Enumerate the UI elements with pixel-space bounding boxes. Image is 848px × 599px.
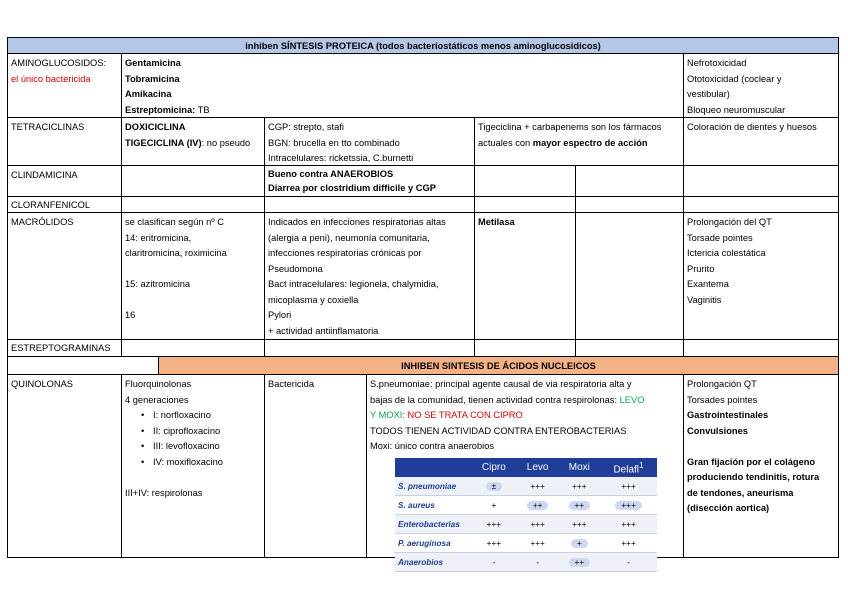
tetra-note-2-bold: mayor espectro de acción	[532, 137, 648, 148]
clindamicina-empty-3	[576, 166, 684, 197]
cloranfenicol-empty-5	[684, 197, 839, 213]
quino-gen-1: • I: norfloxacino	[153, 408, 261, 424]
macro-class-6: 16	[125, 310, 136, 320]
macro-eff-0: Prolongación del QT	[687, 217, 772, 227]
clinda-line-1: Bueno contra ANAEROBIOS	[268, 169, 394, 179]
drug-estreptomicina	[125, 103, 680, 119]
aminoglucosidos-effects-cell	[684, 54, 839, 118]
estreptomicina-rest: TB	[195, 104, 210, 115]
tetra-note-1: Tigeciclina + carbapenems son los fármacos	[478, 122, 662, 132]
mini-cell: +++	[559, 515, 601, 534]
quino-desc-3-green: Y MOXI	[370, 410, 403, 420]
quino-eff-0: Prolongación QT	[687, 379, 757, 389]
header-sintesis-proteica: inhiben SÍNTESIS PROTEICA (todos bacteriostáticos menos aminoglucosidicos)	[8, 38, 839, 54]
macro-ind-1: (alergia a peni), neumonía comunitaria,	[268, 232, 430, 243]
drug-gentamicina: Gentamicina	[125, 58, 181, 68]
macro-class-2: claritromicina, roximicina	[125, 248, 227, 258]
effect-oto: Ototoxicidad (coclear y	[687, 73, 782, 84]
quino-desc-3-red: : NO SE TRATA CON CIPRO	[402, 410, 523, 420]
mini-cell: +	[471, 496, 517, 515]
quinolonas-effects-cell	[684, 375, 839, 558]
macrolidos-effects-cell	[684, 213, 839, 340]
mini-cell-value: ++	[569, 501, 591, 510]
quino-gen-2: • II: ciprofloxacino	[153, 424, 261, 440]
quino-eff-7: (disección aortica)	[687, 503, 770, 513]
mini-header-delafl-sup: 1	[639, 459, 644, 470]
mini-cell	[600, 496, 657, 515]
quino-desc-2-plain: bajas de la comunidad, tienen actividad contra respirolonas:	[370, 394, 620, 405]
clinda-line-2: Diarrea por clostridium difficile y CGP	[268, 182, 436, 193]
tetraciclinas-drugs-cell	[122, 118, 265, 166]
mini-cell-value: ±	[486, 482, 503, 491]
macro-class-1: 14: eritromicina,	[125, 232, 192, 243]
aminoglucosidos-name: AMINOGLUCOSIDOS:	[11, 58, 107, 68]
macrolidos-class-cell	[122, 213, 265, 340]
mini-header-delafl-text: Delafl	[613, 464, 640, 476]
table-row	[395, 515, 657, 534]
macro-ind-0: Indicados en infecciones respiratorias altas	[268, 217, 446, 227]
drug-amikacina: Amikacina	[125, 89, 172, 99]
quino-eff-1: Torsades pointes	[687, 394, 758, 405]
mini-cell	[517, 496, 559, 515]
estreptograminas-name: ESTREPTOGRAMINAS	[8, 340, 122, 357]
mini-cell: -	[517, 553, 559, 572]
spectrum-bgn: BGN: brucella en tto combinado	[268, 137, 400, 148]
quino-gen-4: • IV: moxifloxacino	[153, 455, 261, 471]
mini-cell: +++	[471, 515, 517, 534]
mini-cell: +++	[600, 534, 657, 553]
tetraciclinas-note-cell	[475, 118, 684, 166]
mini-cell-value: ++	[527, 501, 549, 510]
quino-eff-2: Gastrointestinales	[687, 410, 769, 420]
quino-eff-spacer	[687, 439, 835, 455]
tetraciclinas-effects-cell	[684, 118, 839, 166]
mini-cell	[559, 553, 601, 572]
macro-class-0: se clasifican según nº C	[125, 217, 224, 227]
clindamicina-name: CLINDAMICINA	[8, 166, 122, 197]
macro-class-4: 15: azitromicina	[125, 279, 191, 289]
tetra-note-2-plain: actuales con	[478, 137, 533, 148]
mini-row-label: P. aeruginosa	[395, 534, 471, 553]
estrepto-empty-5	[684, 340, 839, 357]
mini-header-blank	[395, 458, 471, 477]
macro-eff-5: Vaginitis	[687, 294, 722, 305]
cloranfenicol-empty-4	[576, 197, 684, 213]
mini-cell	[559, 496, 601, 515]
aminoglucosidos-name-cell	[8, 54, 122, 118]
aminoglucosidos-note: el único bactericida	[11, 73, 91, 84]
effect-vestibular: vestibular)	[687, 89, 730, 99]
macro-eff-4: Exantema	[687, 279, 729, 289]
macrolidos-metilasa: Metilasa	[475, 213, 576, 340]
quinolonas-name: QUINOLONAS	[8, 375, 122, 558]
drug-tigeciclina	[125, 136, 261, 152]
mini-row-label: S. aureus	[395, 496, 471, 515]
table-row	[395, 534, 657, 553]
quino-desc-2	[370, 393, 680, 409]
quinolone-activity-table	[395, 458, 657, 572]
macrolidos-name: MACRÓLIDOS	[8, 213, 122, 340]
macro-eff-2: Ictericia colestática	[687, 248, 766, 258]
quino-eff-6: de tendones, aneurisma	[687, 487, 794, 498]
cloranfenicol-name: CLORANFENICOL	[8, 197, 122, 213]
tetraciclinas-name: TETRACICLINAS	[8, 118, 122, 166]
macrolidos-empty	[576, 213, 684, 340]
quino-desc-3	[370, 408, 680, 424]
tetra-note-2	[478, 136, 680, 152]
cloranfenicol-empty-2	[265, 197, 475, 213]
spectrum-intracelulares: Intracelulares: ricketssia, C.burnetti	[268, 153, 414, 163]
mini-row-label: S. pneumoniae	[395, 477, 471, 496]
cloranfenicol-empty-3	[475, 197, 576, 213]
clindamicina-empty-1	[122, 166, 265, 197]
macro-ind-3: Pseudomona	[268, 263, 323, 274]
macro-ind-7: + actividad antiinflamatoria	[268, 325, 379, 336]
quino-desc-1: S.pneumoniae: principal agente causal de via respiratoria alta y	[370, 379, 632, 389]
mini-header-moxi: Moxi	[559, 458, 601, 477]
estreptomicina-label: Estreptomicina:	[125, 104, 196, 115]
drug-doxiciclina: DOXICICLINA	[125, 122, 186, 132]
mini-cell: +++	[559, 477, 601, 496]
mini-header-row	[395, 458, 657, 477]
macro-ind-6: Pylori	[268, 310, 292, 320]
clindamicina-desc-cell	[265, 166, 475, 197]
mini-cell: +++	[517, 477, 559, 496]
tetraciclinas-spectrum-cell	[265, 118, 475, 166]
estrepto-empty-1	[122, 340, 265, 357]
mini-cell: +++	[600, 515, 657, 534]
mini-header-delafl	[600, 458, 657, 477]
mini-cell: -	[471, 553, 517, 572]
table-row	[395, 477, 657, 496]
effect-bloqueo: Bloqueo neuromuscular	[687, 104, 786, 115]
estrepto-empty-4	[576, 340, 684, 357]
quino-eff-3: Convulsiones	[687, 425, 748, 436]
quino-title: Fluorquinolonas	[125, 379, 192, 389]
mini-cell: +++	[517, 515, 559, 534]
quinolonas-class-cell	[122, 375, 265, 558]
quino-desc-2-green: LEVO	[619, 394, 645, 405]
macro-ind-5: micoplasma y coxiella	[268, 294, 359, 305]
tigeciclina-label: TIGECICLINA (IV)	[125, 137, 202, 148]
mini-cell	[559, 534, 601, 553]
effect-coloracion: Coloración de dientes y huesos	[687, 122, 817, 132]
macro-eff-1: Torsade pointes	[687, 232, 753, 243]
quino-desc-4: TODOS TIENEN ACTIVIDAD CONTRA ENTEROBACTERIAS	[370, 425, 627, 436]
mini-header-levo: Levo	[517, 458, 559, 477]
mini-cell: +++	[600, 477, 657, 496]
quino-gen-3: • III: levofloxacino	[153, 439, 261, 455]
macrolidos-indications-cell	[265, 213, 475, 340]
macro-eff-3: Prurito	[687, 263, 715, 274]
quino-spacer	[125, 470, 261, 486]
quino-gen-list	[125, 408, 261, 470]
estrepto-empty-2	[265, 340, 475, 357]
quino-desc-5: Moxi: único contra anaerobios	[370, 441, 495, 451]
drug-tobramicina: Tobramicina	[125, 73, 180, 84]
clindamicina-empty-2	[475, 166, 576, 197]
quino-eff-5: produciendo tendinitis, rotura	[687, 472, 820, 482]
macro-ind-4: Bact intracelulares: legionela, chalymidia,	[268, 279, 439, 289]
effect-nefro: Nefrotoxicidad	[687, 58, 747, 68]
mini-cell	[471, 477, 517, 496]
macro-class-5	[125, 293, 261, 309]
estrepto-empty-3	[475, 340, 576, 357]
header-acidos-nucleicos: INHIBEN SINTESIS DE ÁCIDOS NUCLEICOS	[159, 357, 839, 375]
quino-respirolonas: III+IV: respirolonas	[125, 487, 203, 498]
mini-cell-value: +	[571, 539, 588, 548]
mini-row-label: Anaerobios	[395, 553, 471, 572]
cloranfenicol-empty-1	[122, 197, 265, 213]
mini-cell: +++	[471, 534, 517, 553]
quinolonas-action: Bactericida	[265, 375, 367, 558]
mini-cell-value: ++	[569, 558, 591, 567]
mini-header-cipro: Cipro	[471, 458, 517, 477]
clindamicina-empty-4	[684, 166, 839, 197]
spectrum-cgp: CGP: strepto, stafi	[268, 122, 344, 132]
table-row	[395, 496, 657, 515]
header2-empty	[8, 357, 159, 375]
mini-cell: +++	[517, 534, 559, 553]
mini-row-label: Enterobacterias	[395, 515, 471, 534]
table-row	[395, 553, 657, 572]
quino-eff-4: Gran fijación por el colágeno	[687, 456, 816, 467]
quino-generaciones: 4 generaciones	[125, 394, 189, 405]
mini-cell: -	[600, 553, 657, 572]
macro-class-3	[125, 262, 261, 278]
macro-ind-2: infecciones respiratorias crónicas por	[268, 248, 422, 258]
mini-cell-value: +++	[615, 501, 641, 510]
tigeciclina-rest: : no pseudo	[201, 137, 251, 148]
aminoglucosidos-drugs-cell	[122, 54, 684, 118]
